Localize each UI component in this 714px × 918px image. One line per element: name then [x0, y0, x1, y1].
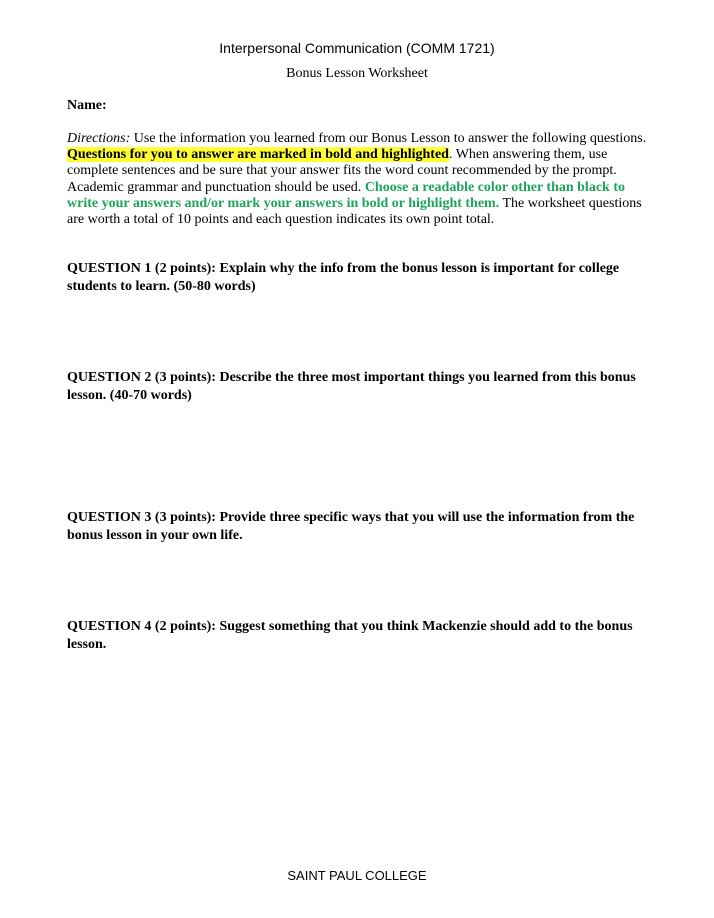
- name-label: Name:: [67, 98, 107, 113]
- directions-label: Directions:: [67, 131, 131, 146]
- directions-text-1: Use the information you learned from our Bonus Lesson to answer the following questions.: [130, 131, 647, 146]
- directions-text-3: The worksheet questions are worth a total of 10 points and each question indicates its own point total.: [67, 195, 642, 228]
- question-3: QUESTION 3 (3 points): Provide three specific ways that you will use the information from the bonus lesson in your own life.: [67, 510, 635, 543]
- directions-text-2: . When answering them, use complete sentences and be sure that your answer fits the word count recommended by the prompt. Academic grammar and punctuation should be used.: [67, 147, 617, 195]
- document-footer: SAINT PAUL COLLEGE: [287, 868, 427, 883]
- document-header-title: Interpersonal Communication (COMM 1721): [219, 40, 495, 56]
- worksheet-subtitle: Bonus Lesson Worksheet: [286, 66, 428, 81]
- question-2: QUESTION 2 (3 points): Describe the three most important things you learned from this bonus lesson. (40-70 words): [67, 370, 636, 403]
- directions-green-text: Choose a readable color other than black to write your answers and/or mark your answers in bold or highlight them.: [67, 179, 625, 211]
- question-4: QUESTION 4 (2 points): Suggest something that you think Mackenzie should add to the bonus lesson.: [67, 619, 633, 652]
- directions-paragraph: [67, 131, 652, 228]
- question-1: QUESTION 1 (2 points): Explain why the info from the bonus lesson is important for college students to learn. (50-80 words): [67, 261, 620, 294]
- directions-highlighted-text: Questions for you to answer are marked in bold and highlighted: [67, 147, 449, 163]
